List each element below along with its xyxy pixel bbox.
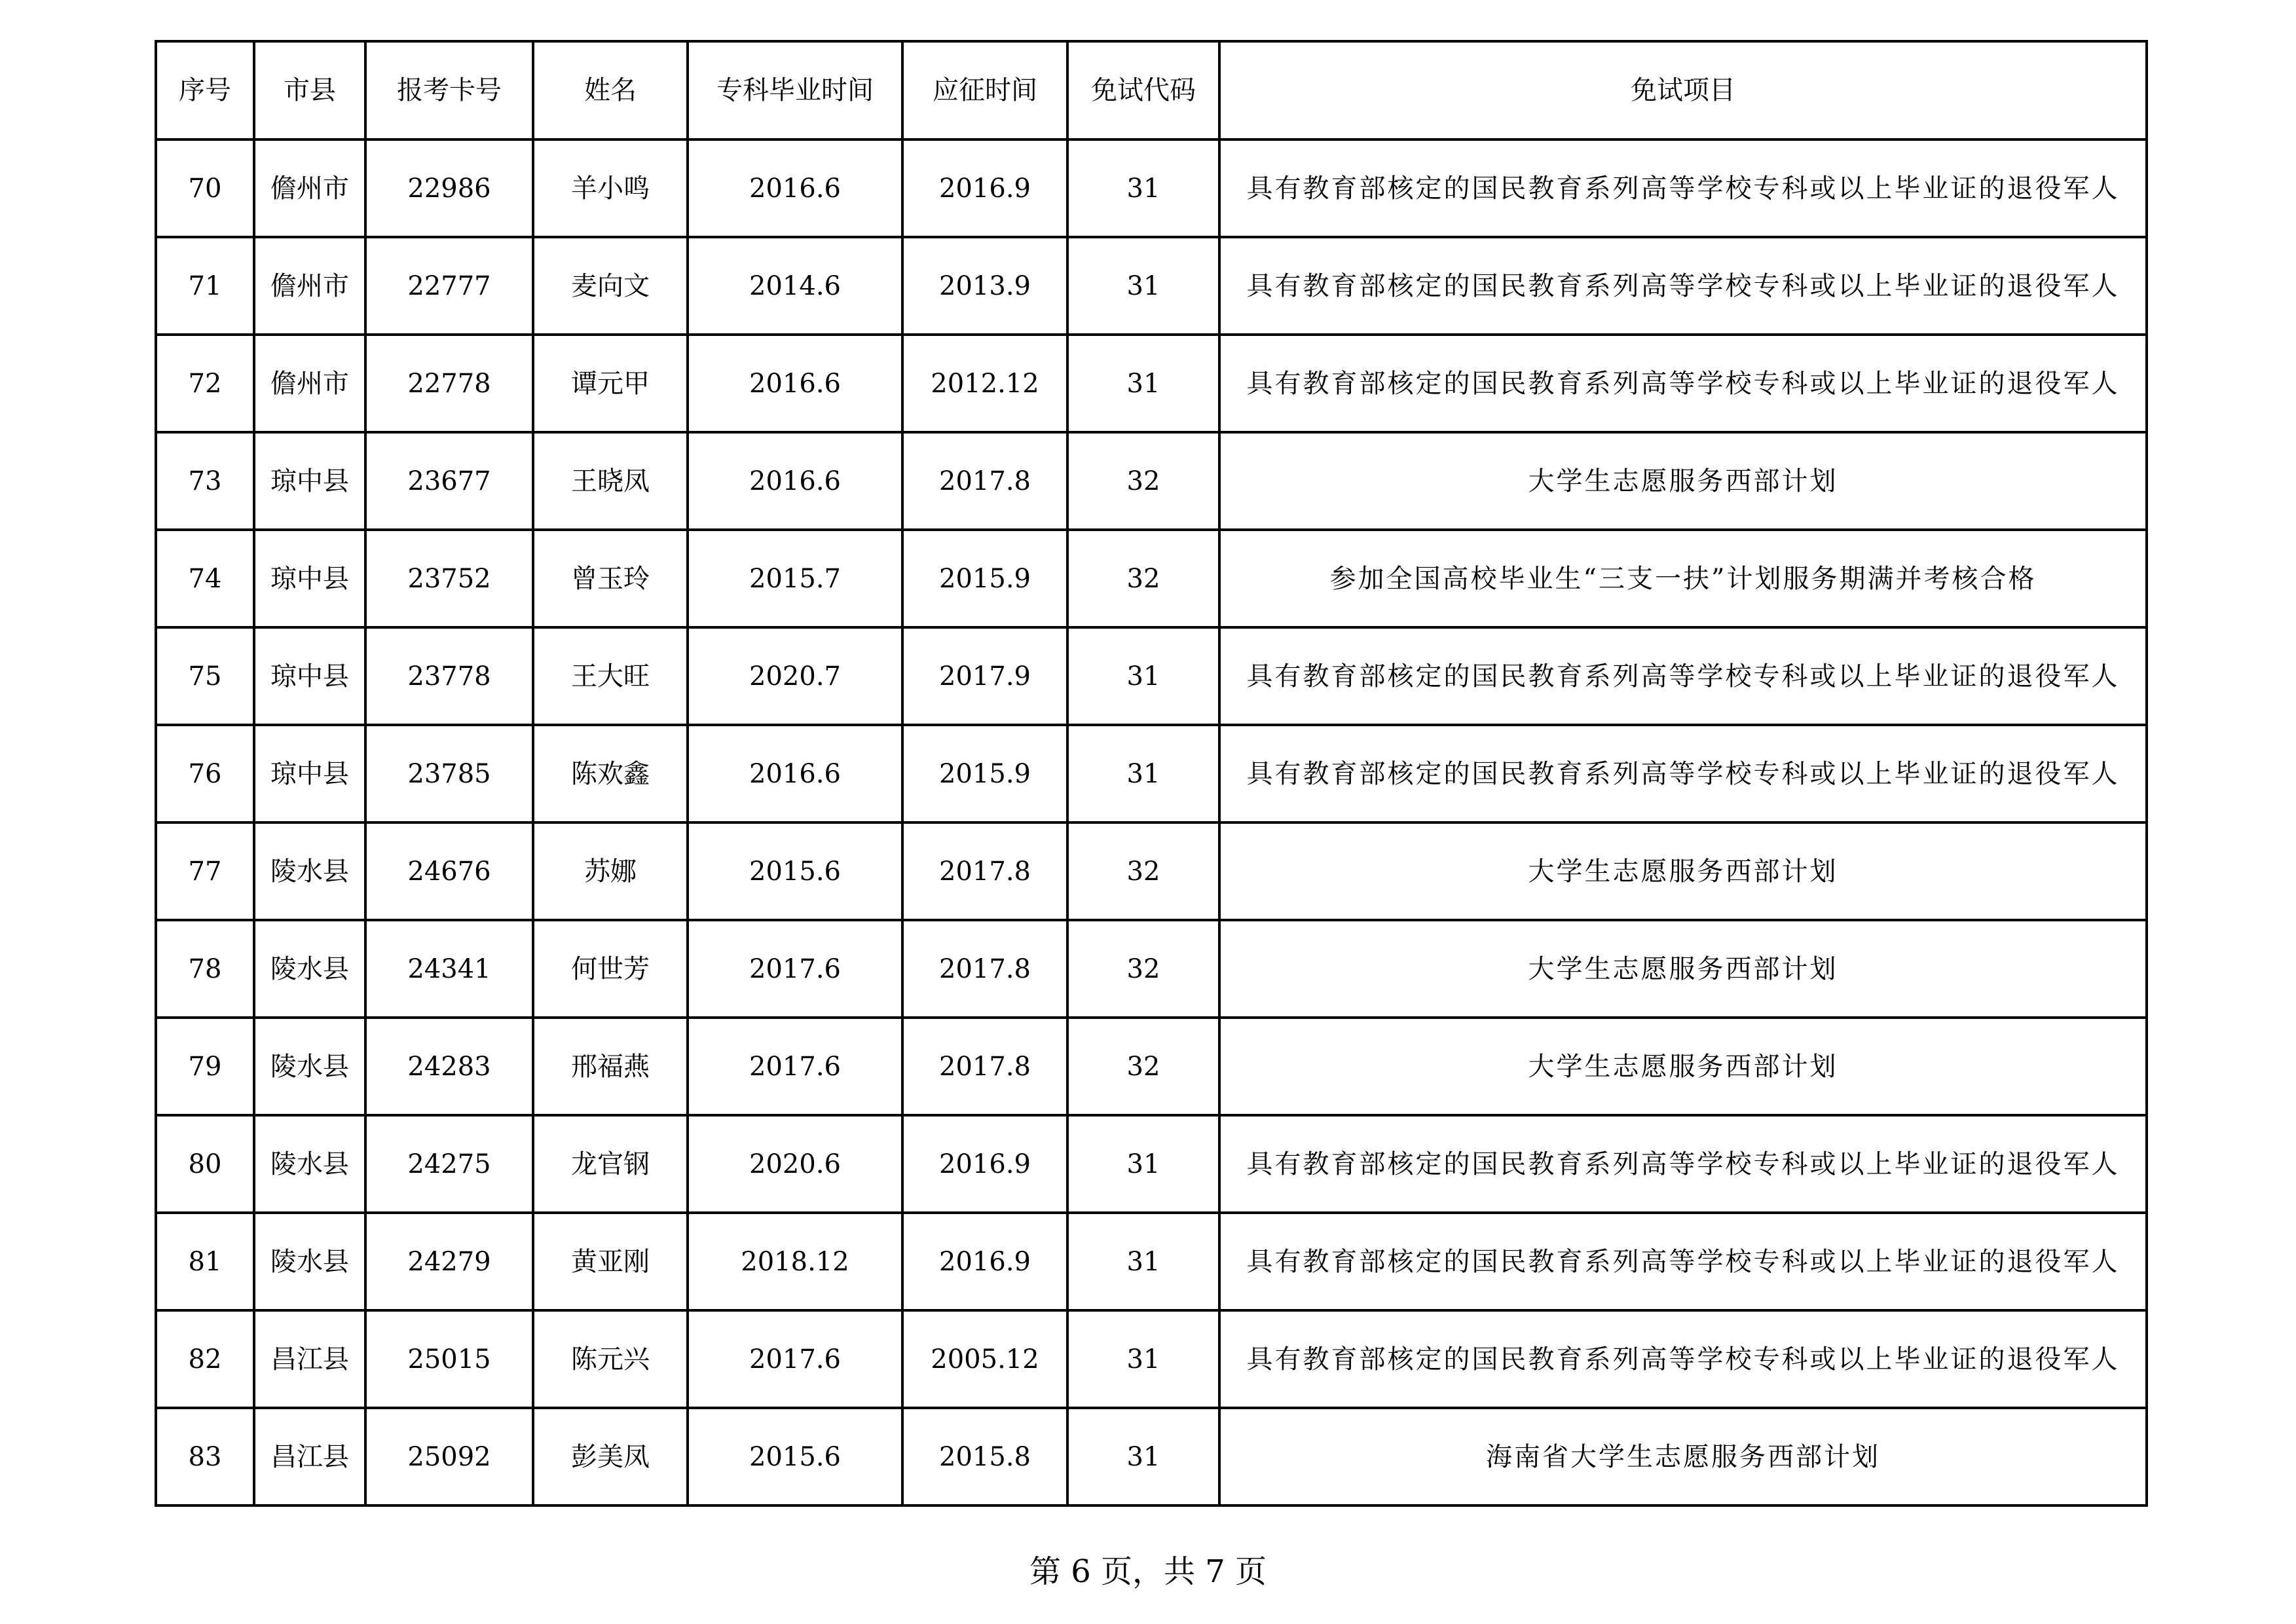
cell-exemption-code: 32 xyxy=(1067,920,1219,1018)
cell-enlistment-date: 2017.9 xyxy=(902,627,1067,725)
cell-graduation-date: 2017.6 xyxy=(688,920,902,1018)
cell-index: 76 xyxy=(156,725,254,822)
cell-city-county: 陵水县 xyxy=(254,1018,365,1115)
table-row xyxy=(156,822,2147,920)
cell-city-county: 琼中县 xyxy=(254,627,365,725)
cell-index: 74 xyxy=(156,530,254,627)
cell-index: 75 xyxy=(156,627,254,725)
cell-enlistment-date: 2017.8 xyxy=(902,920,1067,1018)
cell-graduation-date: 2017.6 xyxy=(688,1310,902,1408)
cell-index: 80 xyxy=(156,1115,254,1213)
cell-exemption-item: 具有教育部核定的国民教育系列高等学校专科或以上毕业证的退役军人 xyxy=(1219,139,2147,237)
header-name: 姓名 xyxy=(533,41,688,139)
cell-enlistment-date: 2017.8 xyxy=(902,432,1067,530)
header-graduation-date: 专科毕业时间 xyxy=(688,41,902,139)
cell-city-county: 儋州市 xyxy=(254,139,365,237)
cell-index: 70 xyxy=(156,139,254,237)
cell-exemption-code: 31 xyxy=(1067,1408,1219,1505)
cell-name: 苏娜 xyxy=(533,822,688,920)
cell-name: 陈欢鑫 xyxy=(533,725,688,822)
cell-card-number: 22778 xyxy=(365,335,533,432)
cell-exemption-code: 31 xyxy=(1067,237,1219,335)
cell-exemption-item: 大学生志愿服务西部计划 xyxy=(1219,920,2147,1018)
cell-name: 邢福燕 xyxy=(533,1018,688,1115)
cell-exemption-item: 具有教育部核定的国民教育系列高等学校专科或以上毕业证的退役军人 xyxy=(1219,627,2147,725)
cell-name: 王晓凤 xyxy=(533,432,688,530)
cell-graduation-date: 2016.6 xyxy=(688,139,902,237)
cell-exemption-code: 32 xyxy=(1067,822,1219,920)
table-row xyxy=(156,627,2147,725)
cell-exemption-item: 参加全国高校毕业生“三支一扶”计划服务期满并考核合格 xyxy=(1219,530,2147,627)
cell-name: 陈元兴 xyxy=(533,1310,688,1408)
cell-exemption-code: 31 xyxy=(1067,627,1219,725)
cell-card-number: 23778 xyxy=(365,627,533,725)
cell-enlistment-date: 2012.12 xyxy=(902,335,1067,432)
cell-enlistment-date: 2015.9 xyxy=(902,725,1067,822)
cell-index: 77 xyxy=(156,822,254,920)
cell-card-number: 23785 xyxy=(365,725,533,822)
cell-name: 龙官钢 xyxy=(533,1115,688,1213)
cell-graduation-date: 2020.6 xyxy=(688,1115,902,1213)
cell-name: 王大旺 xyxy=(533,627,688,725)
cell-city-county: 儋州市 xyxy=(254,237,365,335)
cell-name: 羊小鸣 xyxy=(533,139,688,237)
cell-name: 彭美凤 xyxy=(533,1408,688,1505)
cell-graduation-date: 2015.6 xyxy=(688,1408,902,1505)
cell-card-number: 24676 xyxy=(365,822,533,920)
cell-city-county: 儋州市 xyxy=(254,335,365,432)
cell-exemption-item: 海南省大学生志愿服务西部计划 xyxy=(1219,1408,2147,1505)
cell-exemption-item: 具有教育部核定的国民教育系列高等学校专科或以上毕业证的退役军人 xyxy=(1219,335,2147,432)
table-row xyxy=(156,1310,2147,1408)
exemption-table xyxy=(155,40,2148,1507)
cell-graduation-date: 2018.12 xyxy=(688,1213,902,1310)
table-row xyxy=(156,1115,2147,1213)
cell-index: 82 xyxy=(156,1310,254,1408)
cell-exemption-item: 具有教育部核定的国民教育系列高等学校专科或以上毕业证的退役军人 xyxy=(1219,1213,2147,1310)
cell-city-county: 昌江县 xyxy=(254,1408,365,1505)
cell-city-county: 琼中县 xyxy=(254,530,365,627)
cell-exemption-item: 大学生志愿服务西部计划 xyxy=(1219,1018,2147,1115)
header-city-county: 市县 xyxy=(254,41,365,139)
cell-index: 72 xyxy=(156,335,254,432)
cell-index: 79 xyxy=(156,1018,254,1115)
cell-city-county: 琼中县 xyxy=(254,432,365,530)
cell-city-county: 陵水县 xyxy=(254,1213,365,1310)
cell-index: 73 xyxy=(156,432,254,530)
header-exemption-item: 免试项目 xyxy=(1219,41,2147,139)
cell-exemption-code: 31 xyxy=(1067,725,1219,822)
table-body xyxy=(156,139,2147,1505)
cell-graduation-date: 2016.6 xyxy=(688,335,902,432)
cell-name: 谭元甲 xyxy=(533,335,688,432)
header-enlistment-date: 应征时间 xyxy=(902,41,1067,139)
cell-city-county: 琼中县 xyxy=(254,725,365,822)
table-row xyxy=(156,335,2147,432)
cell-exemption-code: 32 xyxy=(1067,432,1219,530)
cell-enlistment-date: 2016.9 xyxy=(902,1115,1067,1213)
cell-graduation-date: 2016.6 xyxy=(688,432,902,530)
cell-exemption-item: 具有教育部核定的国民教育系列高等学校专科或以上毕业证的退役军人 xyxy=(1219,1115,2147,1213)
cell-enlistment-date: 2015.8 xyxy=(902,1408,1067,1505)
table-row xyxy=(156,139,2147,237)
table-row xyxy=(156,920,2147,1018)
cell-exemption-item: 具有教育部核定的国民教育系列高等学校专科或以上毕业证的退役军人 xyxy=(1219,237,2147,335)
cell-graduation-date: 2016.6 xyxy=(688,725,902,822)
cell-enlistment-date: 2017.8 xyxy=(902,822,1067,920)
cell-index: 78 xyxy=(156,920,254,1018)
cell-graduation-date: 2014.6 xyxy=(688,237,902,335)
cell-card-number: 23752 xyxy=(365,530,533,627)
cell-exemption-item: 具有教育部核定的国民教育系列高等学校专科或以上毕业证的退役军人 xyxy=(1219,1310,2147,1408)
table-row xyxy=(156,237,2147,335)
cell-graduation-date: 2020.7 xyxy=(688,627,902,725)
cell-name: 何世芳 xyxy=(533,920,688,1018)
header-card-number: 报考卡号 xyxy=(365,41,533,139)
cell-exemption-code: 31 xyxy=(1067,139,1219,237)
cell-exemption-code: 31 xyxy=(1067,335,1219,432)
cell-exemption-code: 32 xyxy=(1067,530,1219,627)
header-exemption-code: 免试代码 xyxy=(1067,41,1219,139)
cell-card-number: 24275 xyxy=(365,1115,533,1213)
cell-card-number: 23677 xyxy=(365,432,533,530)
cell-exemption-code: 31 xyxy=(1067,1310,1219,1408)
cell-exemption-code: 31 xyxy=(1067,1213,1219,1310)
cell-card-number: 24341 xyxy=(365,920,533,1018)
cell-index: 71 xyxy=(156,237,254,335)
cell-card-number: 25015 xyxy=(365,1310,533,1408)
cell-exemption-item: 大学生志愿服务西部计划 xyxy=(1219,432,2147,530)
cell-enlistment-date: 2017.8 xyxy=(902,1018,1067,1115)
cell-index: 83 xyxy=(156,1408,254,1505)
cell-exemption-item: 具有教育部核定的国民教育系列高等学校专科或以上毕业证的退役军人 xyxy=(1219,725,2147,822)
cell-enlistment-date: 2005.12 xyxy=(902,1310,1067,1408)
cell-city-county: 陵水县 xyxy=(254,1115,365,1213)
header-index: 序号 xyxy=(156,41,254,139)
cell-card-number: 25092 xyxy=(365,1408,533,1505)
table-row xyxy=(156,432,2147,530)
cell-graduation-date: 2017.6 xyxy=(688,1018,902,1115)
cell-exemption-code: 31 xyxy=(1067,1115,1219,1213)
cell-city-county: 陵水县 xyxy=(254,920,365,1018)
page-footer: 第 6 页，共 7 页 xyxy=(1029,1553,1267,1590)
cell-name: 曾玉玲 xyxy=(533,530,688,627)
cell-enlistment-date: 2015.9 xyxy=(902,530,1067,627)
cell-city-county: 陵水县 xyxy=(254,822,365,920)
table-row xyxy=(156,1018,2147,1115)
table-row xyxy=(156,530,2147,627)
cell-graduation-date: 2015.6 xyxy=(688,822,902,920)
cell-exemption-item: 大学生志愿服务西部计划 xyxy=(1219,822,2147,920)
cell-graduation-date: 2015.7 xyxy=(688,530,902,627)
cell-card-number: 22777 xyxy=(365,237,533,335)
cell-city-county: 昌江县 xyxy=(254,1310,365,1408)
table-row xyxy=(156,1213,2147,1310)
cell-card-number: 22986 xyxy=(365,139,533,237)
cell-enlistment-date: 2013.9 xyxy=(902,237,1067,335)
table-header-row xyxy=(156,41,2147,139)
cell-enlistment-date: 2016.9 xyxy=(902,1213,1067,1310)
cell-exemption-code: 32 xyxy=(1067,1018,1219,1115)
cell-card-number: 24283 xyxy=(365,1018,533,1115)
table-row xyxy=(156,725,2147,822)
cell-name: 黄亚刚 xyxy=(533,1213,688,1310)
cell-name: 麦向文 xyxy=(533,237,688,335)
cell-enlistment-date: 2016.9 xyxy=(902,139,1067,237)
table-row xyxy=(156,1408,2147,1505)
cell-card-number: 24279 xyxy=(365,1213,533,1310)
cell-index: 81 xyxy=(156,1213,254,1310)
